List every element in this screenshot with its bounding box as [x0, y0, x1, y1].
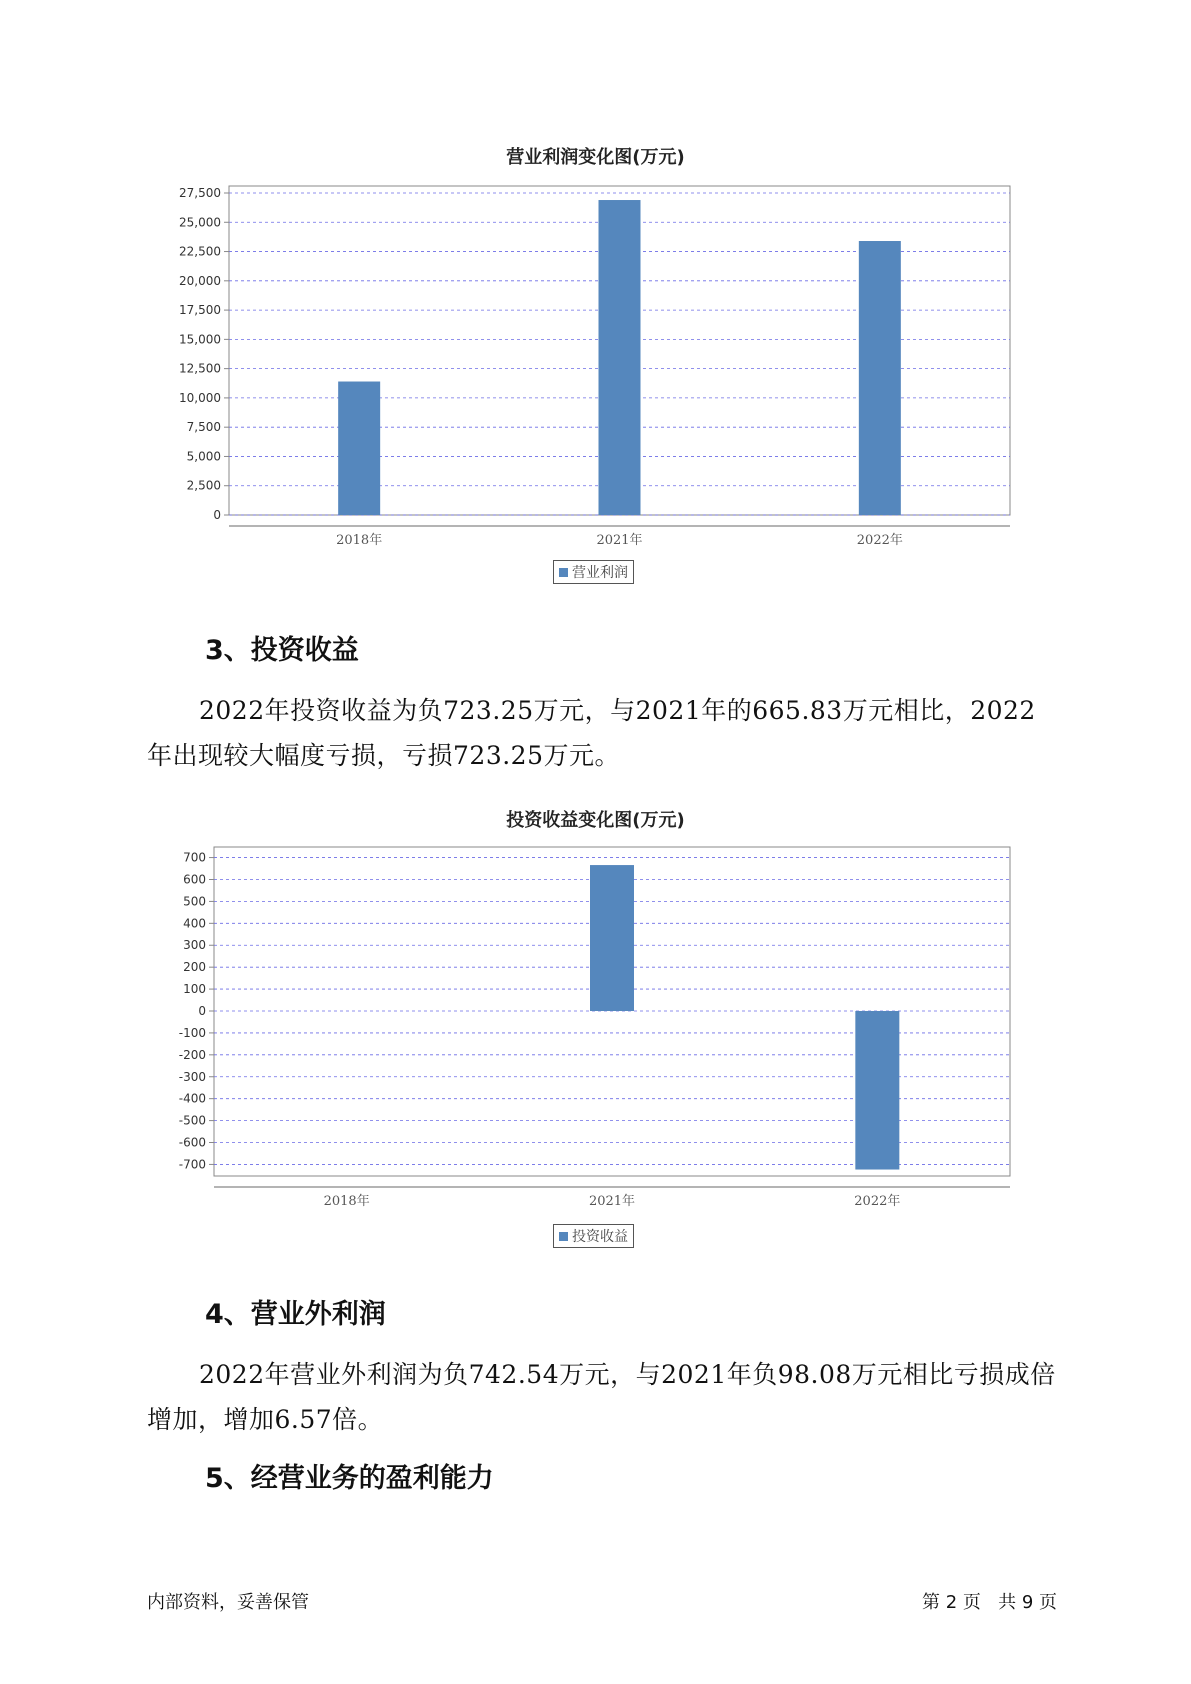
chart2-y-tick-label: -500 [178, 1113, 206, 1128]
chart1-x-tick-label: 2018年 [336, 533, 383, 548]
chart2-y-tick-label: -700 [178, 1157, 206, 1172]
chart1-x-tick-label: 2021年 [596, 533, 643, 548]
chart2-y-tick-label: 700 [183, 850, 206, 865]
footer-page-number: 第 2 页 共 9 页 [922, 1592, 1057, 1613]
chart2-x-tick-label: 2018年 [323, 1194, 370, 1209]
chart1-y-tick-label: 5,000 [186, 449, 221, 464]
chart1-y-tick-label: 10,000 [179, 390, 221, 405]
chart1-y-tick-label: 25,000 [179, 215, 221, 230]
chart1-y-tick-label: 20,000 [179, 273, 221, 288]
chart2-title: 投资收益变化图(万元) [506, 810, 685, 831]
chart2-x-tick-label: 2021年 [588, 1194, 636, 1209]
chart1-legend-label: 营业利润 [572, 565, 628, 581]
chart2-y-tick-label: 600 [183, 872, 206, 887]
chart2-y-tick-label: -400 [178, 1091, 206, 1106]
chart2-y-tick-label: -100 [178, 1025, 206, 1040]
section3-paragraph: 2022年投资收益为负723.25万元，与2021年的665.83万元相比，2022年出现较大幅度亏损，亏损723.25万元。 [147, 696, 1036, 770]
footer-confidential: 内部资料，妥善保管 [147, 1592, 309, 1613]
section5-heading: 5、经营业务的盈利能力 [205, 1463, 494, 1494]
section3-heading: 3、投资收益 [205, 635, 359, 666]
chart2-y-tick-label: 300 [183, 938, 206, 953]
chart2-y-tick-label: -300 [178, 1069, 206, 1084]
chart2-y-tick-label: -600 [178, 1135, 206, 1150]
chart2-y-tick-label: -200 [178, 1047, 206, 1062]
section4-heading: 4、营业外利润 [205, 1299, 386, 1330]
chart1-y-tick-label: 12,500 [179, 361, 221, 376]
chart1-y-tick-label: 0 [213, 508, 221, 522]
chart1-y-tick-label: 27,500 [179, 186, 221, 200]
section4-paragraph: 2022年营业外利润为负742.54万元，与2021年负98.08万元相比亏损成倍增加，增加6.57倍。 [147, 1360, 1056, 1434]
chart2-bar [855, 1011, 899, 1170]
chart1-y-tick-label: 22,500 [179, 244, 221, 259]
chart2-y-tick-label: 500 [183, 894, 206, 909]
legend-swatch [559, 1232, 568, 1241]
chart2-x-tick-label: 2022年 [854, 1194, 901, 1209]
chart2-legend [553, 1224, 634, 1248]
chart2-y-tick-label: 200 [183, 960, 206, 975]
chart1-y-tick-label: 15,000 [179, 332, 221, 347]
chart1-y-tick-label: 7,500 [186, 420, 221, 435]
chart1-x-tick-label: 2022年 [856, 533, 903, 548]
chart2-y-tick-label: 100 [183, 982, 206, 997]
chart2-y-tick-label: 0 [198, 1004, 206, 1018]
chart1-title: 营业利润变化图(万元) [506, 147, 685, 168]
chart1-y-tick-label: 2,500 [186, 478, 221, 493]
chart2-bar [590, 865, 634, 1011]
chart1-y-tick-label: 17,500 [179, 303, 221, 318]
chart2-y-tick-label: 400 [183, 916, 206, 931]
chart2-legend-label: 投资收益 [572, 1229, 628, 1245]
